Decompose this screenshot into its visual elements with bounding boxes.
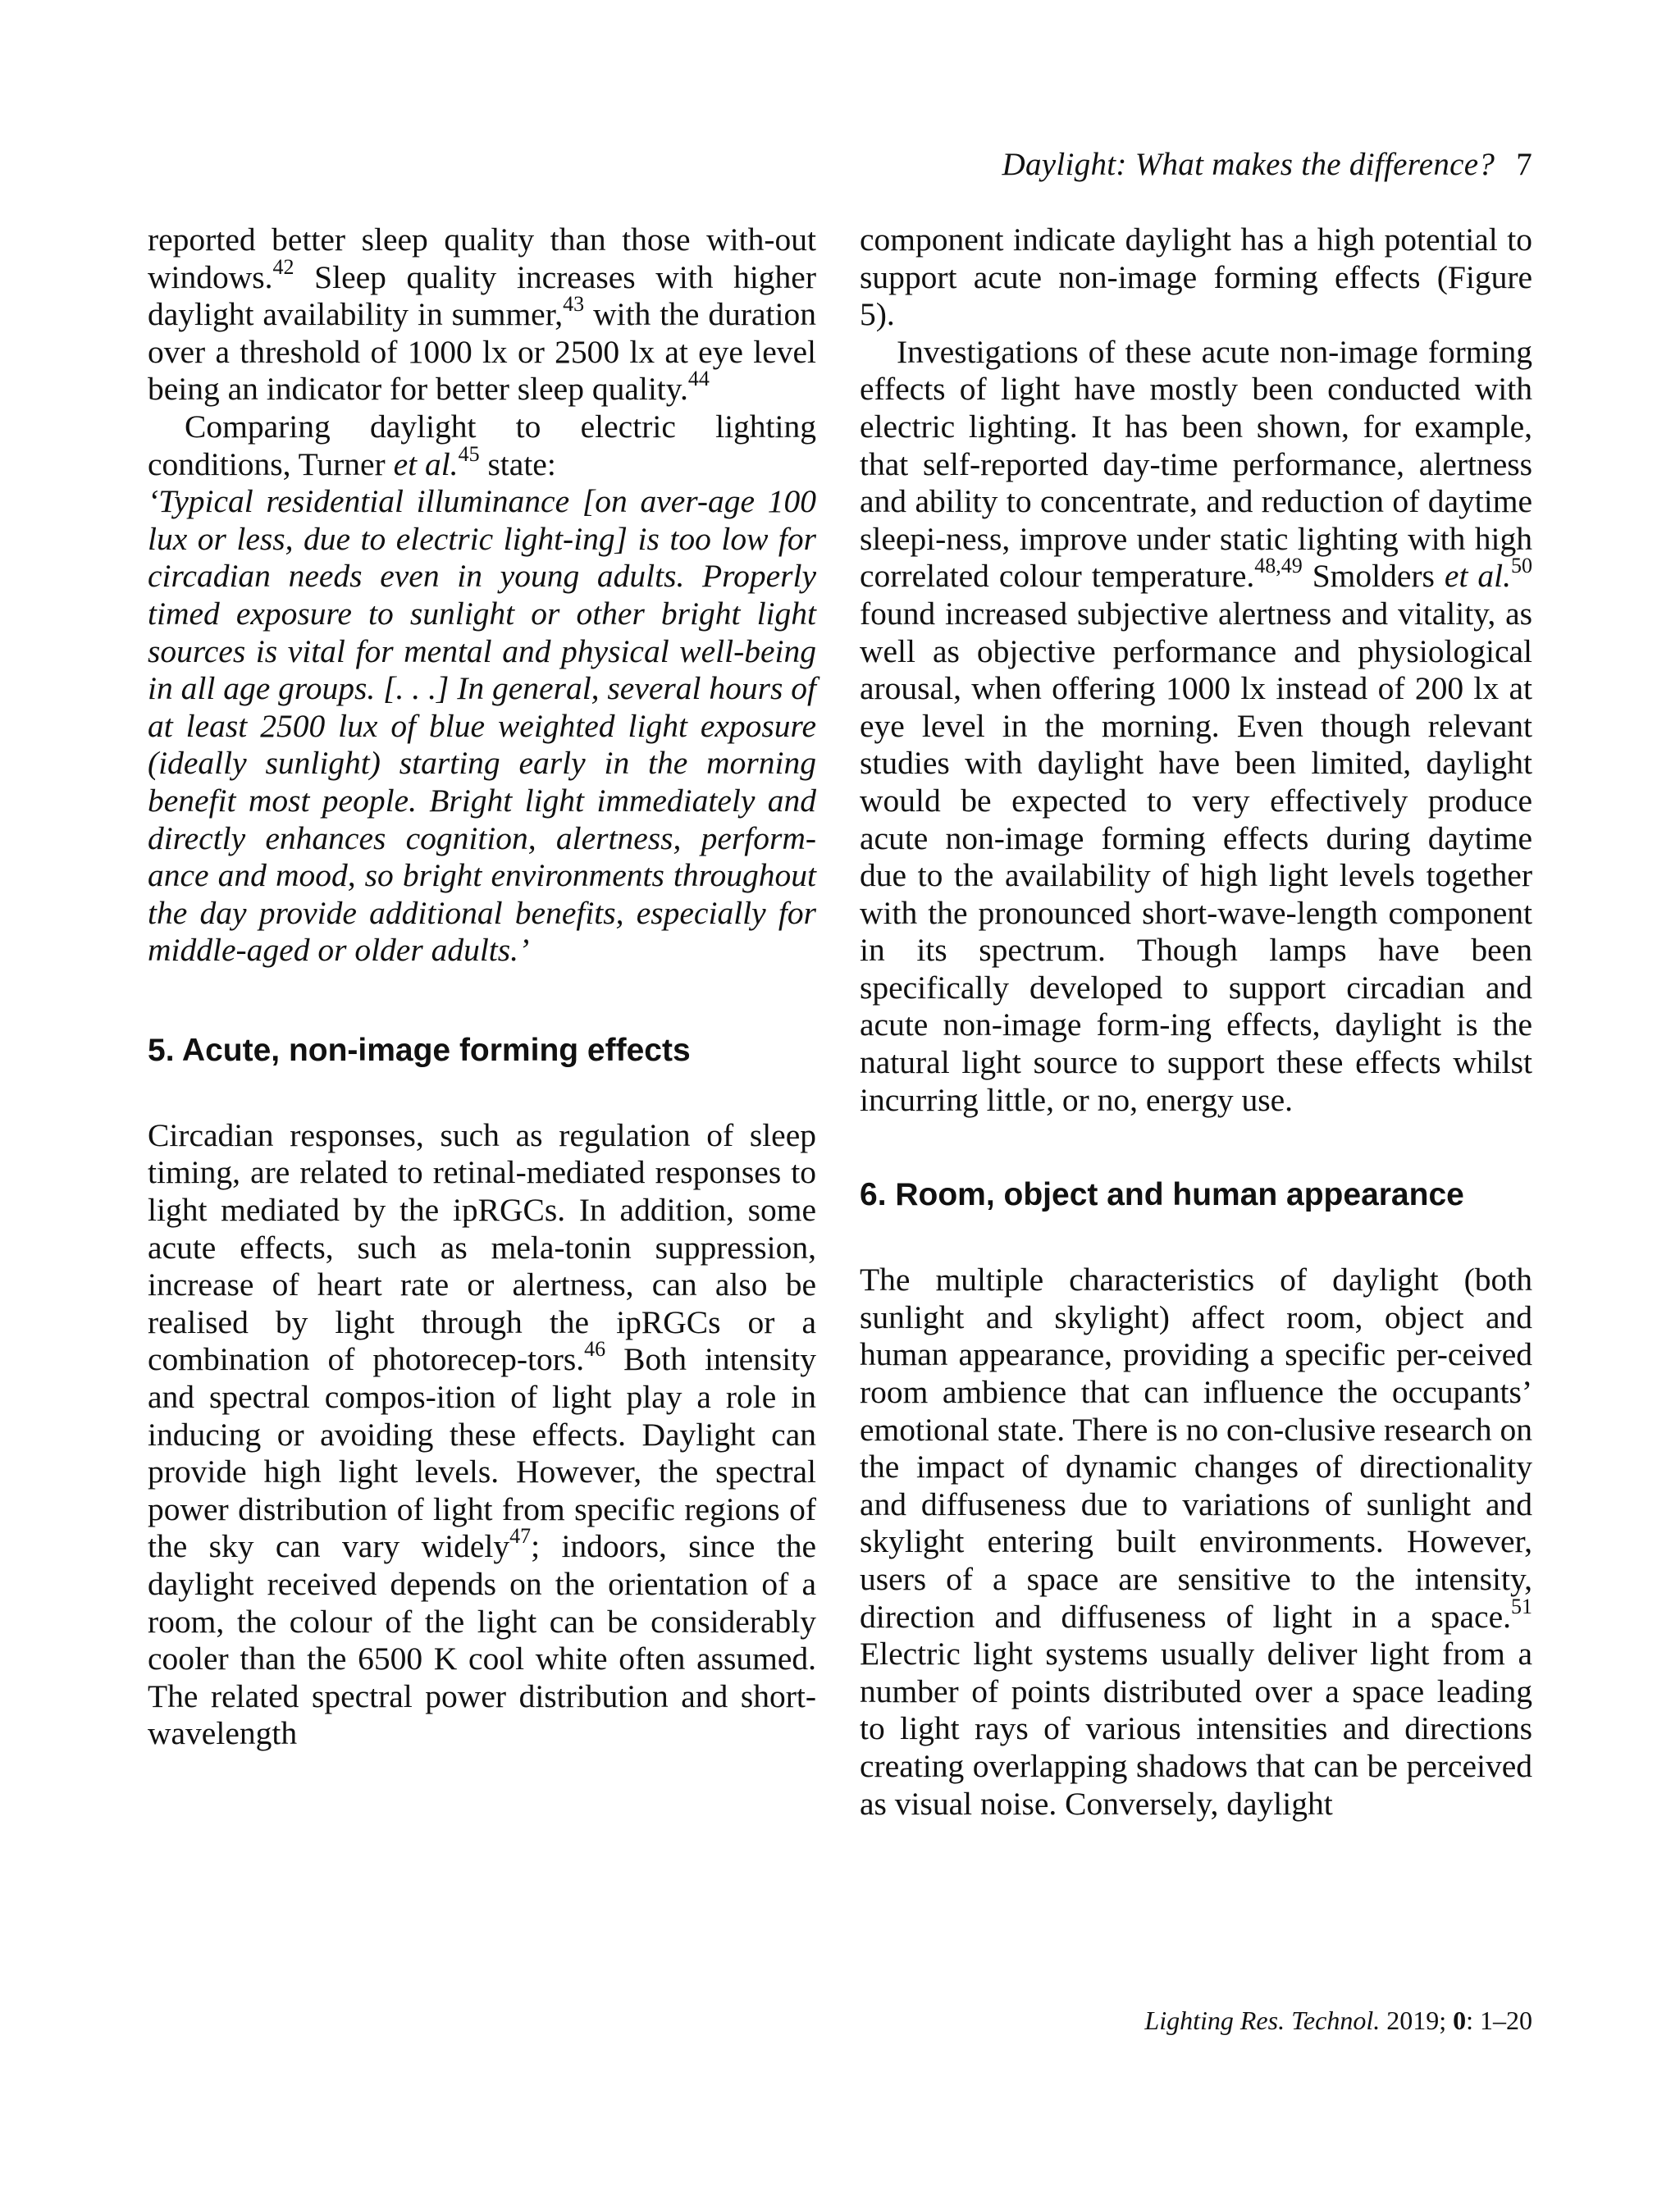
- et-al: et al.: [1444, 558, 1512, 595]
- page-number: 7: [1516, 147, 1532, 182]
- text-run: with the duration over a threshold of 1000 lx or 2500 lx at eye level being an indicator for better sleep quality.: [148, 296, 816, 408]
- running-title: Daylight: What makes the difference?: [1002, 147, 1495, 182]
- citation: 48,49: [1254, 554, 1303, 578]
- running-head: [1002, 146, 1533, 183]
- journal-year: 2019;: [1380, 2006, 1454, 2035]
- text-run: Comparing daylight to electric lighting conditions, Turner: [148, 408, 816, 482]
- section-heading-5: 5. Acute, non-image forming effects: [148, 1032, 691, 1068]
- journal-name: Lighting Res. Technol.: [1144, 2006, 1381, 2035]
- paragraph: [860, 334, 1532, 1119]
- journal-volume: 0: [1453, 2006, 1467, 2035]
- text-run: The multiple characteristics of daylight (both sunlight and skylight) affect room, object and human appearance, providing a specific per-ceived room ambience that can influence the occupants’ emotional state. There is no con-clusive research on the impact of dynamic changes of directionality and diffuseness due to variations of sunlight and skylight entering built environments. However, users of a space are sensitive to the intensity, direction and diffuseness of light in a space.: [860, 1262, 1532, 1635]
- text-run: Investigations of these acute non-image forming effects of light have mostly been conducted with electric lighting. It has been shown, for example, that self-reported day-time performance, alertness and ability to concentrate, and reduction of daytime sleepi-ness, improve under static lighting with high correlated colour temperature.: [860, 333, 1532, 595]
- text-run: found increased subjective alertness and vitality, as well as objective performance and physiological arousal, when offering 1000 lx instead of 200 lx at eye level in the morning. Even though relevant studies with daylight have been limited, daylight would be expected to very effectively produce acute non-image forming effects during daytime due to the availability of high light levels together with the pronounced short-wave-length component in its spectrum. Though lamps have been specifically developed to support circadian and acute non-image form-ing effects, daylight is the natural light source to support these effects whilst incurring little, or no, energy use.: [860, 595, 1532, 1118]
- right-column: [860, 221, 1532, 1823]
- text-run: Circadian responses, such as regulation of sleep timing, are related to retinal-mediated responses to light mediated by the ipRGCs. In addition, some acute effects, such as mela-tonin suppression, increase of heart rate or alertness, can also be realised by light through the ipRGCs or a combination of photorecep-tors.: [148, 1116, 816, 1378]
- citation: 47: [509, 1524, 532, 1549]
- text-run: reported better sleep quality than those with-out windows.: [148, 221, 816, 295]
- text-run: Both intensity and spectral compos-ition of light play a role in inducing or avoiding these effects. Daylight can provide high light levels. However, the spectral power distribution of light from specific regions of the sky can vary widely: [148, 1341, 816, 1565]
- paragraph: [148, 1117, 816, 1753]
- block-quote: ‘Typical residential illuminance [on aver-age 100 lux or less, due to electric light-ing] is too low for circadian needs even in young adults. Properly timed exposure to sunlight or other bright light sources is vital for mental and physical well-being in all age groups. [. . .] In general, several hours of at least 2500 lux of blue weighted light exposure (ideally sunlight) starting early in the morning benefit most people. Bright light immediately and directly enhances cognition, alertness, perform-ance and mood, so bright environments throughout the day provide additional benefits, especially for middle-aged or older adults.’: [148, 483, 816, 969]
- paragraph: [148, 221, 816, 408]
- citation: 46: [584, 1337, 606, 1362]
- paragraph: component indicate daylight has a high potential to support acute non-image forming effects (Figure 5).: [860, 221, 1532, 333]
- left-column: [148, 221, 816, 1753]
- citation: 51: [1511, 1594, 1532, 1618]
- citation: 45: [458, 441, 480, 466]
- footer-citation: [1144, 2006, 1532, 2036]
- citation: 42: [272, 254, 294, 279]
- journal-pages: : 1–20: [1466, 2006, 1532, 2035]
- section-heading-6: 6. Room, object and human appearance: [860, 1177, 1464, 1213]
- citation: 43: [563, 292, 585, 317]
- text-run: ; indoors, since the daylight received depends on the orientation of a room, the colour of the light can be considerably cooler than the 6500 K cool white often assumed. The related spectral power distribution and short-wavelength: [148, 1528, 816, 1752]
- text-run: state:: [479, 445, 556, 482]
- citation: 44: [687, 367, 710, 391]
- text-run: Smolders: [1302, 558, 1445, 595]
- text-run: Sleep quality increases with higher daylight availability in summer,: [148, 258, 816, 333]
- citation: 50: [1511, 554, 1533, 578]
- text-run: Electric light systems usually deliver light from a number of points distributed over a space leading to light rays of various intensities and directions creating overlapping shadows that can be perceived as visual noise. Conversely, daylight: [860, 1636, 1532, 1822]
- et-al: et al.: [393, 445, 459, 482]
- paragraph: [860, 1262, 1532, 1823]
- paragraph: [148, 408, 816, 483]
